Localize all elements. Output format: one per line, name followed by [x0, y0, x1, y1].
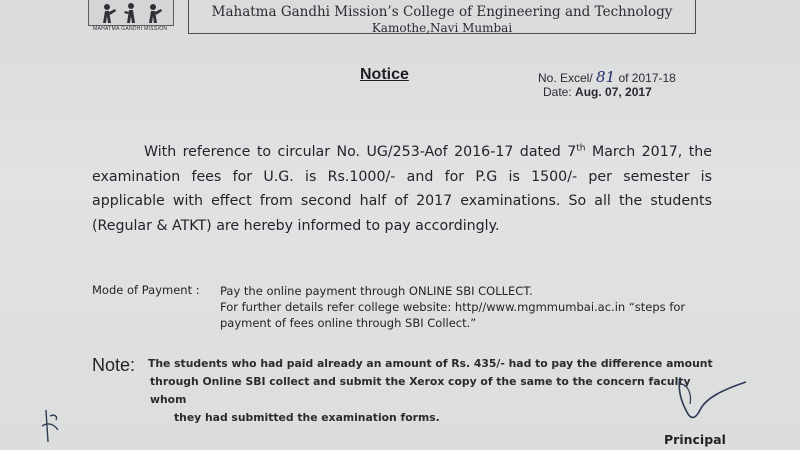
body-line-3: applicable with effect from second half of 2017 examinations. So all the students — [92, 193, 712, 209]
note-text — [148, 355, 728, 427]
notice-date — [543, 85, 652, 99]
signatory-title: Principal — [664, 432, 726, 447]
logo-caption: MAHATMA GANDHI MISSION — [93, 26, 168, 32]
note-label: Note: — [92, 355, 136, 375]
note-line-3: they had submitted the examination forms. — [174, 411, 440, 424]
reference-prefix: No. Excel/ — [538, 71, 593, 85]
notice-title: Notice — [360, 66, 409, 83]
logo-emblem — [95, 0, 167, 25]
body-line-1: With reference to circular No. UG/253-Aof 2016-17 dated 7th March 2017, the — [144, 143, 712, 160]
body-line-4: (Regular & ATKT) are hereby informed to pay accordingly. — [92, 217, 500, 234]
reference-number — [538, 68, 676, 86]
college-name: Mahatma Gandhi Mission’s College of Engineering and Technology — [211, 4, 673, 20]
payment-mode-label: Mode of Payment : — [92, 283, 200, 297]
date-label: Date: — [543, 85, 572, 99]
payment-mode-details — [220, 283, 740, 331]
principal-signature — [662, 374, 758, 434]
payment-line-1: Pay the online payment through ONLINE SBI COLLECT. — [220, 284, 533, 298]
note-line-1: The students who had paid already an amount of Rs. 435/- had to pay the difference amount — [148, 357, 713, 370]
handwritten-initials — [38, 406, 68, 446]
date-value: Aug. 07, 2017 — [575, 85, 652, 99]
payment-line-2: For further details refer college website: http//www.mgmmumbai.ac.in “steps for — [220, 300, 686, 314]
body-line-2: examination fees for U.G. is Rs.1000/- and for P.G is 1500/- per semester is — [92, 168, 712, 185]
college-location: Kamothe,Navi Mumbai — [371, 21, 513, 35]
payment-line-3: payment of fees online through SBI Collect.” — [220, 316, 477, 330]
reference-suffix: of 2017-18 — [618, 71, 676, 85]
reference-handwritten-number: 81 — [596, 68, 616, 86]
college-logo — [88, 0, 174, 26]
note-line-2: through Online SBI collect and submit the Xerox copy of the same to the concern faculty whom — [150, 375, 691, 406]
notice-body — [92, 140, 712, 238]
college-header — [188, 0, 696, 34]
